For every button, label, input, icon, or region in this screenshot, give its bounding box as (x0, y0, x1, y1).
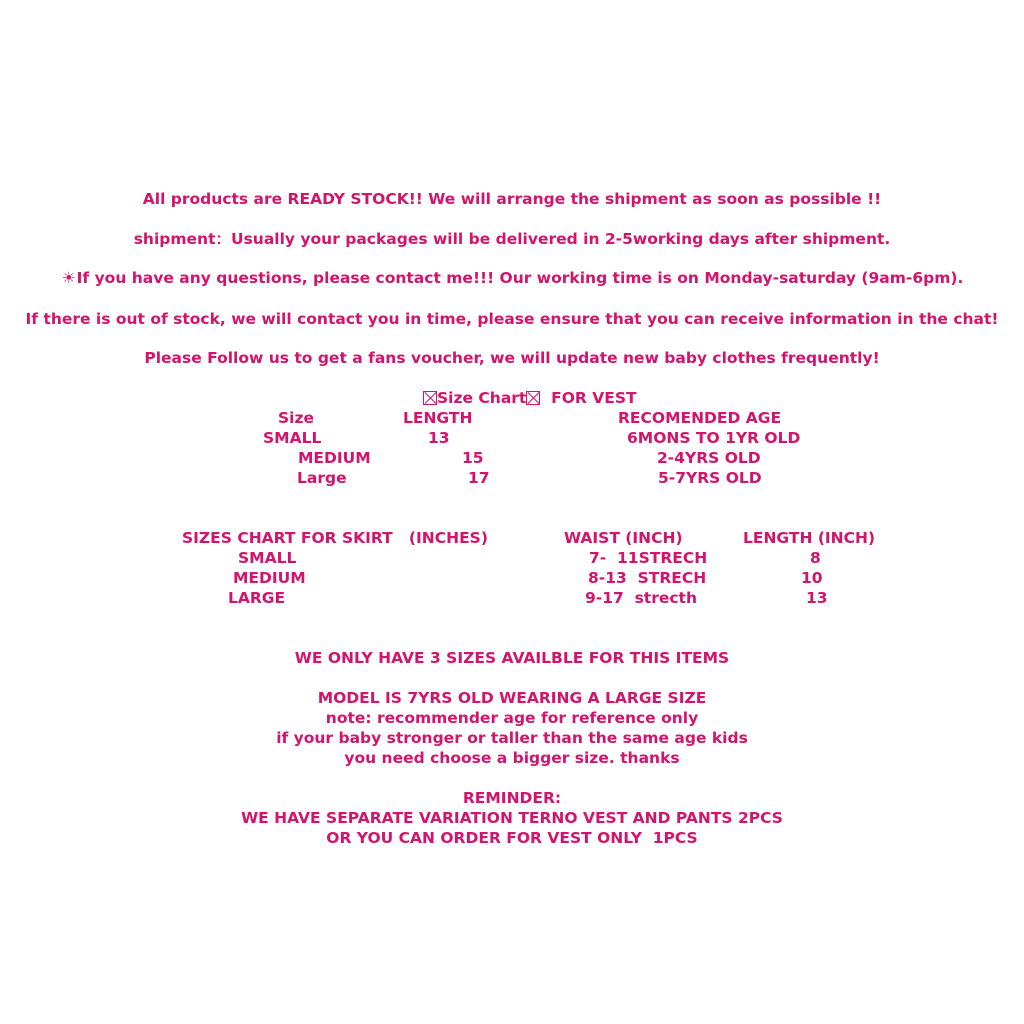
skirt-row-large-length: 13 (806, 589, 828, 607)
reminder-line-1: WE HAVE SEPARATE VARIATION TERNO VEST AND PANTS 2PCS (241, 809, 783, 827)
reference-note-2: if your baby stronger or taller than the same age kids (276, 729, 748, 747)
contact-text: If you have any questions, please contact me!!! Our working time is on Monday-saturday (9am-6pm). (76, 269, 964, 287)
placeholder-box-icon (526, 391, 540, 405)
vest-row-medium-size: MEDIUM (298, 449, 371, 467)
out-of-stock-line: If there is out of stock, we will contact you in time, please ensure that you can receive information in the chat! (25, 310, 999, 328)
vest-header-size: Size (278, 409, 315, 427)
reminder-line-2: OR YOU CAN ORDER FOR VEST ONLY 1PCS (326, 829, 698, 847)
skirt-row-medium-waist: 8-13 STRECH (588, 569, 707, 587)
reminder-title: REMINDER: (462, 789, 562, 807)
sun-icon: ☀ (61, 269, 76, 287)
vest-row-small-length: 13 (428, 429, 450, 447)
contact-line (0, 268, 1024, 288)
vest-chart-title-part2: FOR VEST (545, 389, 637, 407)
skirt-row-medium-length: 10 (801, 569, 823, 587)
shipment-line: shipment：Usually your packages will be delivered in 2-5working days after shipment. (133, 230, 891, 248)
placeholder-box-icon (423, 391, 437, 405)
vest-chart-title-part1: Size Chart (437, 389, 527, 407)
vest-row-small-age: 6MONS TO 1YR OLD (627, 429, 801, 447)
skirt-header-length: LENGTH (INCH) (743, 529, 876, 547)
skirt-row-large-waist: 9-17 strecth (585, 589, 698, 607)
reference-note-1: note: recommender age for reference only (325, 709, 699, 727)
vest-row-large-size: Large (297, 469, 347, 487)
skirt-row-small-waist: 7- 11STRECH (589, 549, 708, 567)
skirt-row-small-size: SMALL (238, 549, 297, 567)
vest-row-large-length: 17 (468, 469, 490, 487)
vest-chart-title (423, 388, 637, 408)
model-size-line: MODEL IS 7YRS OLD WEARING A LARGE SIZE (317, 689, 707, 707)
sizes-available-note: WE ONLY HAVE 3 SIZES AVAILBLE FOR THIS ITEMS (294, 649, 730, 667)
skirt-header-waist: WAIST (INCH) (564, 529, 683, 547)
vest-header-age: RECOMENDED AGE (618, 409, 782, 427)
skirt-row-small-length: 8 (810, 549, 821, 567)
vest-header-length: LENGTH (403, 409, 473, 427)
vest-row-small-size: SMALL (263, 429, 322, 447)
vest-row-medium-length: 15 (462, 449, 484, 467)
follow-line: Please Follow us to get a fans voucher, we will update new baby clothes frequently! (144, 349, 880, 367)
skirt-row-medium-size: MEDIUM (233, 569, 306, 587)
skirt-row-large-size: LARGE (228, 589, 286, 607)
reference-note-3: you need choose a bigger size. thanks (344, 749, 680, 767)
vest-row-medium-age: 2-4YRS OLD (657, 449, 761, 467)
vest-row-large-age: 5-7YRS OLD (658, 469, 762, 487)
skirt-header-title: SIZES CHART FOR SKIRT (INCHES) (182, 529, 488, 547)
ready-stock-line: All products are READY STOCK!! We will arrange the shipment as soon as possible !! (142, 190, 882, 208)
